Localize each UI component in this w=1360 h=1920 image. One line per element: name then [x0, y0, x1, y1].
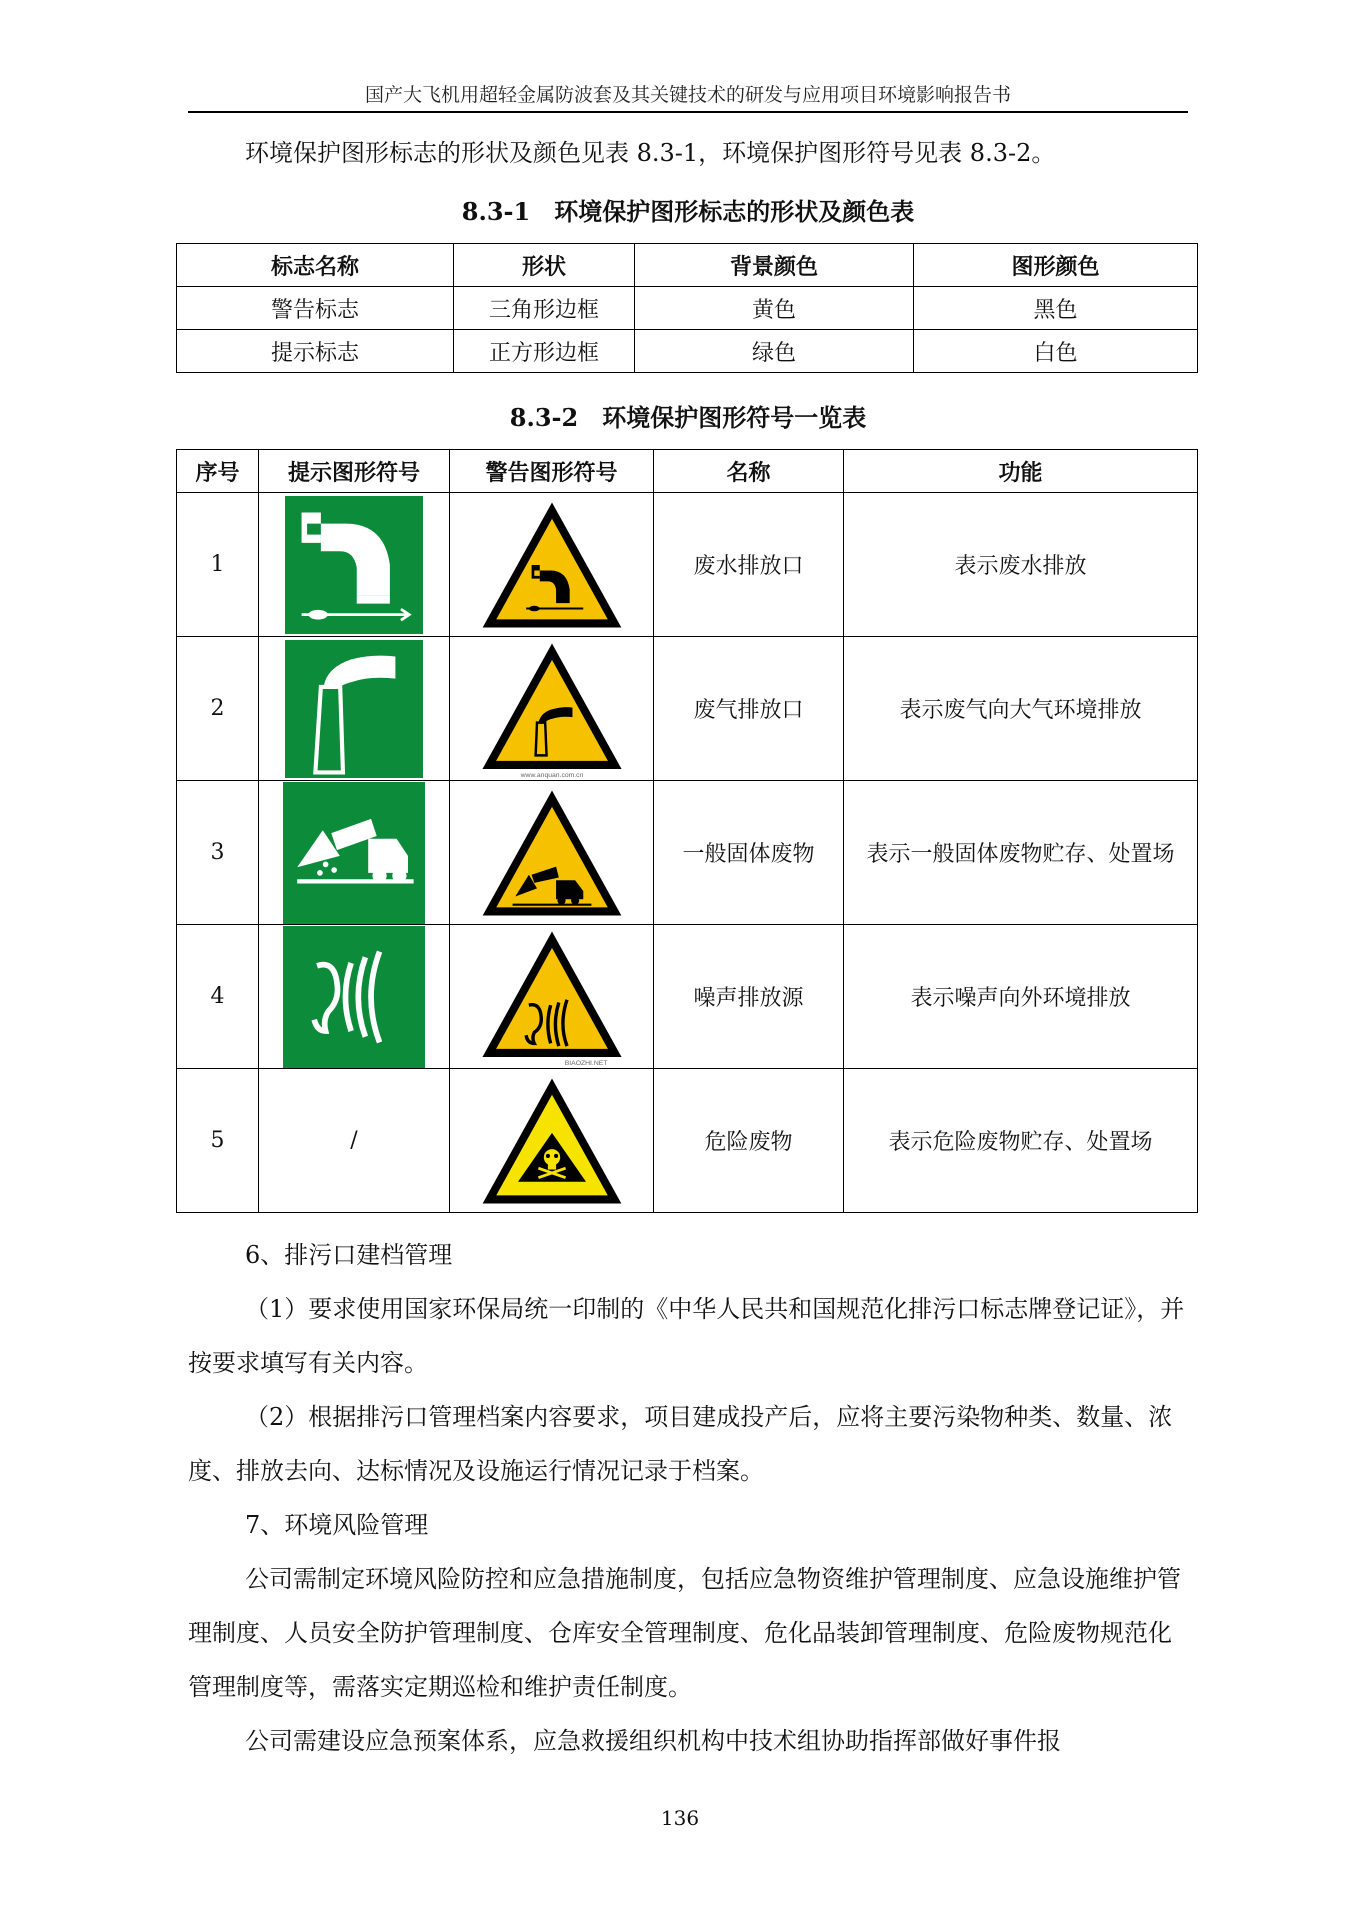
table1-caption: 8.3-1 环境保护图形标志的形状及颜色表 [461, 197, 915, 226]
table-cell: 提示标志 [177, 330, 454, 373]
table-cell: 黑色 [914, 287, 1198, 330]
table-row [177, 637, 1198, 781]
row-number: 2 [177, 637, 259, 781]
section6-paragraph: （1）要求使用国家环保局统一印制的《中华人民共和国规范化排污口标志牌登记证》，并按要求填写有关内容。 [188, 1295, 1185, 1377]
header-rule [188, 111, 1188, 113]
table-cell: 三角形边框 [454, 287, 635, 330]
wastewater-prompt-icon [285, 496, 423, 634]
row-number: 1 [177, 493, 259, 637]
column-header: 形状 [454, 244, 635, 287]
row-number: 3 [177, 781, 259, 925]
row-number: 5 [177, 1069, 259, 1213]
table-cell: 绿色 [635, 330, 914, 373]
column-header: 序号 [177, 450, 259, 493]
table-row [177, 781, 1198, 925]
table-row [177, 493, 1198, 637]
noise-warning-icon [477, 926, 627, 1068]
column-header: 警告图形符号 [450, 450, 654, 493]
page-number: 136 [660, 1806, 700, 1830]
symbol-function: 表示一般固体废物贮存、处置场 [844, 781, 1198, 925]
table-row [177, 330, 1198, 373]
section7-paragraph: 公司需制定环境风险防控和应急措施制度，包括应急物资维护管理制度、应急设施维护管理制度、人员安全防护管理制度、仓库安全管理制度、危化品装卸管理制度、危险废物规范化管理制度等，需落实定期巡检和维护责任制度。 [188, 1565, 1181, 1701]
empty-symbol-cell: / [259, 1069, 450, 1213]
section6-paragraph: （2）根据排污口管理档案内容要求，项目建成投产后，应将主要污染物种类、数量、浓度、排放去向、达标情况及设施运行情况记录于档案。 [188, 1403, 1173, 1485]
exhaust-warning-icon [477, 638, 627, 780]
noise-prompt-icon [283, 926, 425, 1068]
table-cell: 黄色 [635, 287, 914, 330]
symbols-table [176, 449, 1198, 1213]
symbol-function: 表示噪声向外环境排放 [844, 925, 1198, 1069]
exhaust-prompt-icon [285, 640, 423, 778]
table-cell: 正方形边框 [454, 330, 635, 373]
row-number: 4 [177, 925, 259, 1069]
watermark-text: BIAOZHI.NET [564, 1059, 607, 1067]
hazardous-waste-warning-icon [477, 1073, 627, 1209]
intro-paragraph: 环境保护图形标志的形状及颜色见表 8.3-1，环境保护图形符号见表 8.3-2。 [245, 139, 1056, 167]
column-header: 图形颜色 [914, 244, 1198, 287]
symbol-name: 废水排放口 [654, 493, 844, 637]
table-row [177, 925, 1198, 1069]
symbol-function: 表示废气向大气环境排放 [844, 637, 1198, 781]
wastewater-warning-icon [477, 497, 627, 633]
column-header: 背景颜色 [635, 244, 914, 287]
column-header: 名称 [654, 450, 844, 493]
column-header: 提示图形符号 [259, 450, 450, 493]
watermark-text: www.anquan.com.cn [520, 771, 583, 779]
solid-waste-prompt-icon [283, 782, 425, 924]
symbol-name: 危险废物 [654, 1069, 844, 1213]
running-header: 国产大飞机用超轻金属防波套及其关键技术的研发与应用项目环境影响报告书 [364, 84, 1011, 106]
table-header-row [177, 244, 1198, 287]
table-cell: 警告标志 [177, 287, 454, 330]
column-header: 功能 [844, 450, 1198, 493]
shape-color-table [176, 243, 1198, 373]
symbol-function: 表示危险废物贮存、处置场 [844, 1069, 1198, 1213]
symbol-function: 表示废水排放 [844, 493, 1198, 637]
section6-title: 6、排污口建档管理 [245, 1241, 453, 1269]
table-header-row [177, 450, 1198, 493]
table-row [177, 1069, 1198, 1213]
section7-paragraph: 公司需建设应急预案体系，应急救援组织机构中技术组协助指挥部做好事件报 [245, 1727, 1061, 1755]
symbol-name: 噪声排放源 [654, 925, 844, 1069]
table2-caption: 8.3-2 环境保护图形符号一览表 [509, 403, 867, 432]
solid-waste-warning-icon [477, 785, 627, 921]
symbol-name: 一般固体废物 [654, 781, 844, 925]
column-header: 标志名称 [177, 244, 454, 287]
symbol-name: 废气排放口 [654, 637, 844, 781]
section7-title: 7、环境风险管理 [245, 1511, 429, 1539]
table-row [177, 287, 1198, 330]
table-cell: 白色 [914, 330, 1198, 373]
